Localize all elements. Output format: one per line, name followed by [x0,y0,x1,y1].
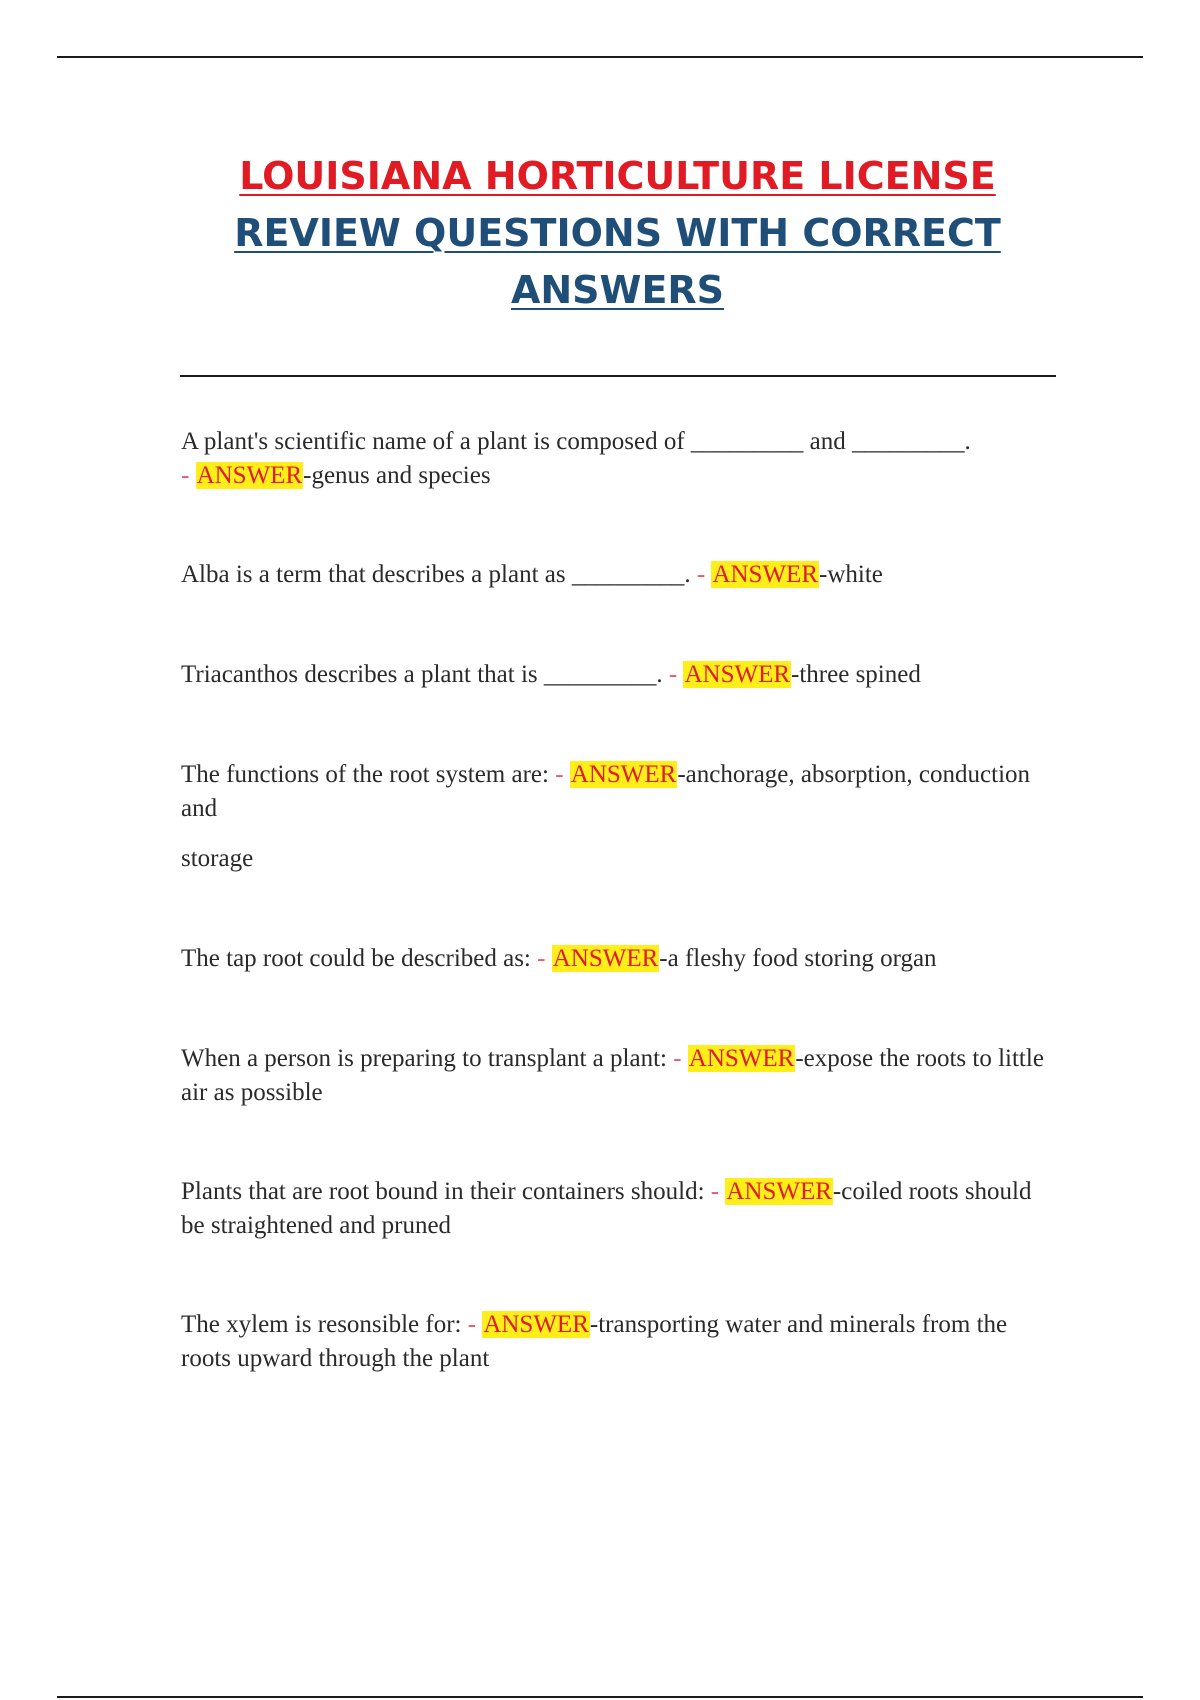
qa-text [181,1042,1061,1110]
question-text: A plant's scientific name of a plant is composed of _________ and _________. [181,428,971,455]
answer-separator: - [548,761,570,788]
title-line-1: LOUISIANA HORTICULTURE LICENSE [239,154,996,198]
answer-separator: - [662,661,684,688]
page-bottom-rule [57,1696,1143,1698]
qa-item [181,425,1061,493]
question-text: The tap root could be described as: [181,945,531,972]
qa-text [181,1308,1061,1376]
qa-text [181,1175,1061,1243]
answer-separator: - [666,1045,688,1072]
qa-text [181,758,1061,826]
answer-separator: - [461,1311,483,1338]
question-text: Alba is a term that describes a plant as _________. [181,561,691,588]
answer-tag: ANSWER [552,945,659,972]
answer-separator: - [690,561,712,588]
question-text: Triacanthos describes a plant that is _________. [181,661,663,688]
answer-separator: - [181,462,196,489]
answer-tag: ANSWER [726,1178,832,1205]
qa-item [181,758,1061,876]
answer-separator: - [530,945,552,972]
document-title [180,148,1055,319]
qa-text [181,658,1061,692]
answer-text: -transporting water and minerals from the roots upward through the plant [181,1311,1008,1372]
qa-item [181,658,1061,692]
qa-item [181,1175,1061,1243]
qa-item [181,1042,1061,1110]
question-text: When a person is preparing to transplant a plant: [181,1045,667,1072]
qa-text [181,558,1061,592]
answer-continued: storage [181,845,254,872]
title-divider [180,375,1056,377]
answer-tag: ANSWER [688,1045,795,1072]
title-line-2: REVIEW QUESTIONS WITH CORRECT [234,211,1001,255]
question-text: Plants that are root bound in their containers should: [181,1178,705,1205]
question-text: The xylem is resonsible for: [181,1311,462,1338]
answer-separator: - [704,1178,726,1205]
question-text: The functions of the root system are: [181,761,549,788]
page-top-rule [57,56,1143,58]
answer-tag: ANSWER [684,661,791,688]
qa-text [181,942,1061,976]
answer-text: -expose the roots to little air as possible [181,1045,1044,1106]
answer-text: -white [819,561,883,588]
answer-tag: ANSWER [483,1311,589,1338]
answer-text: -genus and species [303,462,491,489]
answer-text: -coiled roots should be straightened and pruned [181,1178,1032,1239]
answer-tag: ANSWER [196,462,303,489]
answer-text: -three spined [791,661,921,688]
answer-tag: ANSWER [570,761,677,788]
qa-text [181,425,1061,493]
answer-text: -a fleshy food storing organ [659,945,937,972]
qa-item [181,1308,1061,1376]
qa-item [181,942,1061,976]
title-line-3: ANSWERS [510,268,725,312]
answer-text: -anchorage, absorption, conduction and [181,761,1031,822]
qa-item [181,558,1061,592]
answer-tag: ANSWER [712,561,818,588]
